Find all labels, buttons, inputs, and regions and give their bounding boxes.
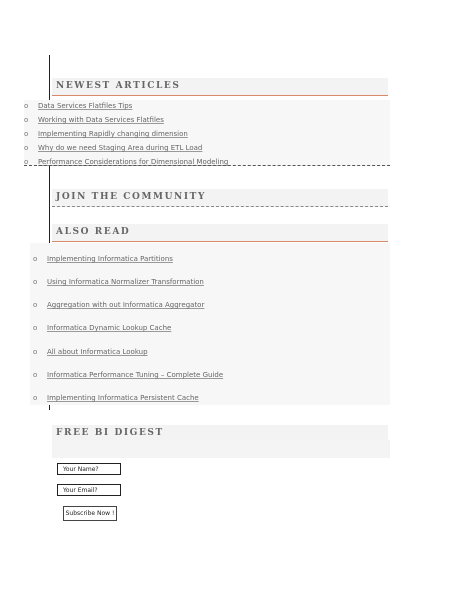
newest-articles-title: NEWEST ARTICLES [56, 81, 181, 91]
free-bi-digest-title: FREE BI DIGEST [56, 428, 164, 438]
name-input[interactable]: Your Name? [57, 463, 121, 475]
bullet-icon: o [33, 255, 38, 263]
bullet-icon: o [24, 116, 29, 124]
join-community-title: JOIN THE COMMUNITY [56, 192, 206, 202]
newest-articles-header [52, 78, 388, 96]
email-input[interactable]: Your Email? [57, 484, 121, 496]
article-link[interactable]: Why do we need Staging Area during ETL Load [38, 144, 203, 152]
bullet-icon: o [33, 301, 38, 309]
digest-band [52, 440, 390, 458]
list-separator [24, 165, 390, 166]
bullet-icon: o [24, 158, 29, 166]
article-link[interactable]: Implementing Informatica Partitions [47, 255, 173, 263]
bullet-icon: o [24, 130, 29, 138]
bullet-icon: o [33, 394, 38, 402]
bullet-icon: o [33, 371, 38, 379]
article-link[interactable]: Aggregation with out Informatica Aggregator [47, 301, 205, 309]
subscribe-button[interactable]: Subscribe Now ! [63, 506, 117, 521]
also-read-title: ALSO READ [56, 227, 131, 237]
bullet-icon: o [24, 102, 29, 110]
bullet-icon: o [24, 144, 29, 152]
bullet-icon: o [33, 278, 38, 286]
also-read-header [52, 224, 388, 242]
join-community-header [52, 189, 388, 207]
article-link[interactable]: Informatica Dynamic Lookup Cache [47, 324, 172, 332]
article-link[interactable]: Working with Data Services Flatfiles [38, 116, 164, 124]
bullet-icon: o [33, 348, 38, 356]
bullet-icon: o [33, 324, 38, 332]
article-link[interactable]: Informatica Performance Tuning – Complete Guide [47, 371, 224, 379]
article-link[interactable]: Using Informatica Normalizer Transformation [47, 278, 204, 286]
article-link[interactable]: Performance Considerations for Dimensional Modeling [38, 158, 229, 166]
article-link[interactable]: All about Informatica Lookup [47, 348, 148, 356]
article-link[interactable]: Data Services Flatfiles Tips [38, 102, 133, 110]
article-link[interactable]: Implementing Informatica Persistent Cache [47, 394, 199, 402]
article-link[interactable]: Implementing Rapidly changing dimension [38, 130, 188, 138]
